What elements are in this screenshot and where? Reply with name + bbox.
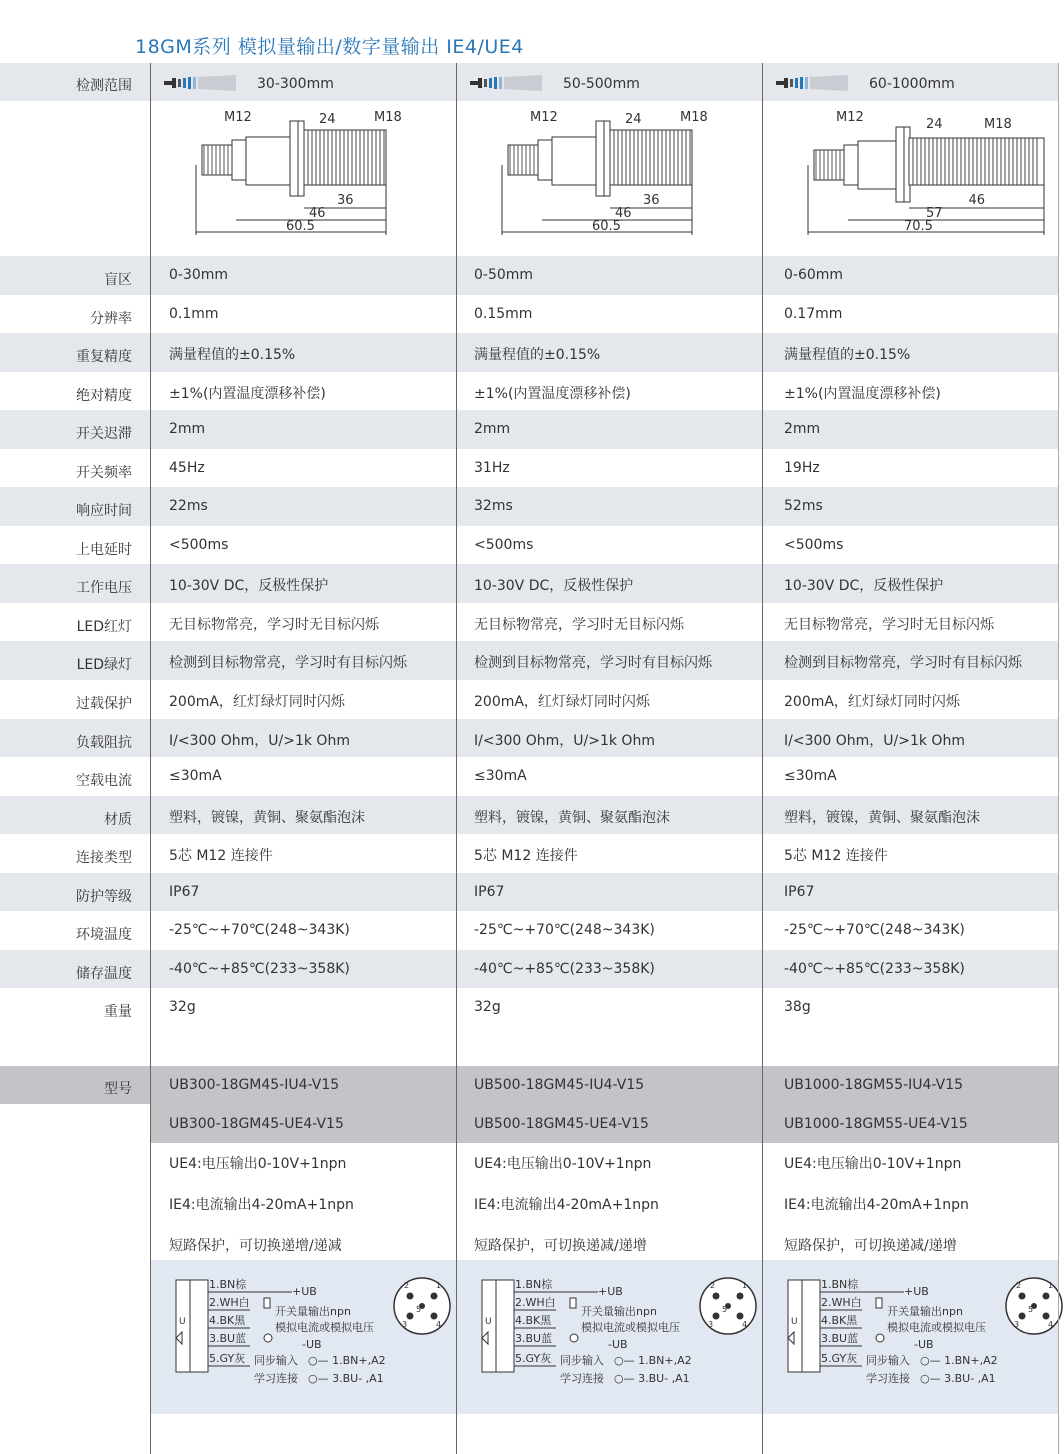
spec-value: ±1%(内置温度漂移补偿) [474,386,631,402]
column-divider [1058,63,1059,1454]
svg-text:○— 3.BU- ,A1: ○— 3.BU- ,A1 [308,1372,384,1385]
spec-label: 储存温度 [76,966,132,982]
spec-label: 上电延时 [76,542,132,558]
column-divider [150,63,151,1454]
spec-value: 5芯 M12 连接件 [474,848,578,864]
output-note: 短路保护，可切换递增/递减 [169,1238,342,1254]
spec-value: 2mm [474,421,511,437]
svg-text:57: 57 [926,206,943,221]
spec-label: 环境温度 [76,927,132,943]
svg-text:学习连接: 学习连接 [254,1372,298,1385]
svg-text:3: 3 [708,1320,714,1329]
svg-text:模拟电流或模拟电压: 模拟电流或模拟电压 [581,1321,680,1334]
spec-value: ±1%(内置温度漂移补偿) [169,386,326,402]
svg-text:36: 36 [337,193,354,208]
spec-value: -25℃~+70℃(248~343K) [474,922,655,938]
svg-text:开关量输出npn: 开关量输出npn [275,1305,351,1318]
spec-value: 2mm [169,421,206,437]
svg-text:2.WH白: 2.WH白 [515,1296,556,1309]
svg-text:M18: M18 [680,110,708,125]
spec-label: 响应时间 [76,503,132,519]
svg-text:60.5: 60.5 [286,219,315,234]
spec-value: 19Hz [784,460,820,476]
spec-value: 检测到目标物常亮，学习时有目标闪烁 [784,655,1022,671]
svg-text:-UB: -UB [914,1338,934,1351]
svg-text:46: 46 [968,193,986,208]
output-note: 短路保护，可切换递减/递增 [474,1238,647,1254]
svg-text:2: 2 [404,1281,410,1290]
svg-text:5.GY灰: 5.GY灰 [821,1352,858,1365]
spec-label: 重复精度 [76,349,132,365]
svg-text:5: 5 [416,1305,422,1314]
svg-text:4: 4 [742,1320,748,1329]
spec-value: IP67 [169,884,200,900]
spec-label: 工作电压 [76,580,132,596]
spec-value: 无目标物常亮，学习时无目标闪烁 [474,617,684,633]
svg-text:1: 1 [742,1281,748,1290]
spec-label: LED绿灯 [76,657,132,673]
model-label: 型号 [104,1081,132,1097]
spec-row-bg [0,487,1059,526]
spec-value: I/<300 Ohm，U/>1k Ohm [169,733,350,749]
svg-text:M12: M12 [836,110,864,125]
spec-value: 5芯 M12 连接件 [169,848,273,864]
svg-text:M12: M12 [224,110,252,125]
spec-label: 开关迟滞 [76,426,132,442]
spec-value: 无目标物常亮，学习时无目标闪烁 [169,617,379,633]
spec-value: <500ms [784,537,844,553]
spec-value: 满量程值的±0.15% [169,347,296,363]
spec-value: -40℃~+85℃(233~358K) [784,961,965,977]
spec-value: 31Hz [474,460,510,476]
svg-text:5: 5 [1028,1305,1034,1314]
spec-value: 10-30V DC，反极性保护 [474,578,634,594]
wiring-diagram [172,1272,462,1392]
svg-text:24: 24 [926,117,943,132]
spec-value: 5芯 M12 连接件 [784,848,888,864]
svg-text:同步输入: 同步输入 [866,1354,910,1367]
spec-value: 32ms [474,498,513,514]
spec-value: -40℃~+85℃(233~358K) [169,961,350,977]
svg-text:-UB: -UB [608,1338,628,1351]
model-number: UB300-18GM45-UE4-V15 [169,1116,344,1132]
spec-value: 32g [169,999,196,1015]
svg-text:○— 1.BN+,A2: ○— 1.BN+,A2 [614,1354,692,1367]
svg-text:46: 46 [615,206,632,221]
svg-text:24: 24 [319,112,336,127]
svg-text:M12: M12 [530,110,558,125]
spec-label: 开关频率 [76,465,132,481]
range-value: 50-500mm [563,76,640,92]
svg-text:2: 2 [1016,1281,1022,1290]
spec-label: 重量 [104,1004,132,1020]
spec-value: 52ms [784,498,823,514]
spec-value: 32g [474,999,501,1015]
model-number: UB300-18GM45-IU4-V15 [169,1077,340,1093]
svg-text:4.BK黑: 4.BK黑 [821,1314,858,1327]
svg-text:M18: M18 [374,110,402,125]
spec-value: ≤30mA [474,768,527,784]
spec-label: 绝对精度 [76,388,132,404]
svg-text:M18: M18 [984,117,1012,132]
spec-value: 检测到目标物常亮，学习时有目标闪烁 [474,655,712,671]
spec-label: 空载电流 [76,773,132,789]
svg-text:2.WH白: 2.WH白 [821,1296,862,1309]
wiring-diagram [478,1272,768,1392]
spec-label: 防护等级 [76,889,132,905]
svg-text:U: U [179,1317,186,1327]
svg-text:3.BU蓝: 3.BU蓝 [821,1332,859,1345]
spec-label: 分辨率 [90,311,132,327]
svg-text:4: 4 [436,1320,442,1329]
output-note: 短路保护，可切换递减/递增 [784,1238,957,1254]
svg-text:24: 24 [625,112,642,127]
svg-text:3.BU蓝: 3.BU蓝 [515,1332,553,1345]
output-note: IE4:电流输出4-20mA+1npn [169,1197,354,1213]
spec-value: 检测到目标物常亮，学习时有目标闪烁 [169,655,407,671]
svg-text:5.GY灰: 5.GY灰 [515,1352,552,1365]
spec-value: 塑料，镀镍，黄铜、聚氨酯泡沫 [169,810,365,826]
spec-value: 2mm [784,421,821,437]
spec-value: 200mA，红灯绿灯同时闪烁 [474,694,650,710]
svg-text:模拟电流或模拟电压: 模拟电流或模拟电压 [275,1321,374,1334]
spec-value: ≤30mA [784,768,837,784]
spec-value: 45Hz [169,460,205,476]
svg-text:2.WH白: 2.WH白 [209,1296,250,1309]
svg-text:+UB: +UB [904,1285,929,1298]
spec-value: IP67 [474,884,505,900]
svg-text:学习连接: 学习连接 [560,1372,604,1385]
svg-text:1: 1 [436,1281,442,1290]
svg-text:3: 3 [1014,1320,1020,1329]
svg-text:1.BN棕: 1.BN棕 [821,1278,859,1291]
svg-text:+UB: +UB [598,1285,623,1298]
range-beam-icon [470,75,545,91]
spec-value: <500ms [474,537,534,553]
svg-text:-UB: -UB [302,1338,322,1351]
spec-value: 10-30V DC，反极性保护 [169,578,329,594]
spec-value: 22ms [169,498,208,514]
spec-row-bg [0,873,1059,911]
spec-value: 200mA，红灯绿灯同时闪烁 [169,694,345,710]
spec-value: I/<300 Ohm，U/>1k Ohm [474,733,655,749]
svg-text:同步输入: 同步输入 [254,1354,298,1367]
spec-value: 200mA，红灯绿灯同时闪烁 [784,694,960,710]
sensor-dimension-drawing [806,105,1046,240]
svg-text:1.BN棕: 1.BN棕 [515,1278,553,1291]
svg-text:5.GY灰: 5.GY灰 [209,1352,246,1365]
spec-label: 负载阻抗 [76,735,132,751]
model-number: UB500-18GM45-UE4-V15 [474,1116,649,1132]
svg-text:同步输入: 同步输入 [560,1354,604,1367]
spec-label: 材质 [104,812,132,828]
spec-value: 0-50mm [474,267,534,283]
svg-text:U: U [791,1317,798,1327]
column-divider [762,63,763,1454]
range-value: 60-1000mm [869,76,955,92]
range-label: 检测范围 [76,78,132,94]
sensor-dimension-drawing [500,105,740,240]
sensor-dimension-drawing [194,105,434,240]
range-beam-icon [776,75,851,91]
column-divider [456,63,457,1454]
svg-text:学习连接: 学习连接 [866,1372,910,1385]
model-number: UB1000-18GM55-IU4-V15 [784,1077,964,1093]
spec-label: 连接类型 [76,850,132,866]
svg-text:5: 5 [722,1305,728,1314]
svg-text:模拟电流或模拟电压: 模拟电流或模拟电压 [887,1321,986,1334]
svg-text:36: 36 [643,193,660,208]
output-note: IE4:电流输出4-20mA+1npn [474,1197,659,1213]
spec-value: -40℃~+85℃(233~358K) [474,961,655,977]
spec-value: 满量程值的±0.15% [474,347,601,363]
spec-value: IP67 [784,884,815,900]
svg-text:○— 1.BN+,A2: ○— 1.BN+,A2 [920,1354,998,1367]
svg-text:60.5: 60.5 [592,219,621,234]
range-value: 30-300mm [257,76,334,92]
model-number: UB1000-18GM55-UE4-V15 [784,1116,968,1132]
output-note: IE4:电流输出4-20mA+1npn [784,1197,969,1213]
output-note: UE4:电压输出0-10V+1npn [169,1156,347,1172]
svg-text:○— 1.BN+,A2: ○— 1.BN+,A2 [308,1354,386,1367]
svg-text:3.BU蓝: 3.BU蓝 [209,1332,247,1345]
spec-value: 0.17mm [784,306,843,322]
svg-text:开关量输出npn: 开关量输出npn [581,1305,657,1318]
svg-text:70.5: 70.5 [904,219,933,234]
spec-value: I/<300 Ohm，U/>1k Ohm [784,733,965,749]
spec-value: ±1%(内置温度漂移补偿) [784,386,941,402]
svg-text:+UB: +UB [292,1285,317,1298]
svg-text:U: U [485,1317,492,1327]
svg-text:2: 2 [710,1281,716,1290]
spec-row-bg [0,410,1059,449]
spec-value: 0-60mm [784,267,844,283]
spec-value: 38g [784,999,811,1015]
svg-text:1: 1 [1048,1281,1054,1290]
spec-value: 0.1mm [169,306,219,322]
spec-value: <500ms [169,537,229,553]
range-beam-icon [164,75,239,91]
spec-value: 10-30V DC，反极性保护 [784,578,944,594]
svg-text:○— 3.BU- ,A1: ○— 3.BU- ,A1 [920,1372,996,1385]
model-number: UB500-18GM45-IU4-V15 [474,1077,645,1093]
spec-label: 盲区 [104,272,132,288]
spec-value: 塑料，镀镍，黄铜、聚氨酯泡沫 [474,810,670,826]
wiring-diagram [784,1272,1064,1392]
svg-text:4.BK黑: 4.BK黑 [515,1314,552,1327]
spec-value: 0.15mm [474,306,533,322]
svg-text:4.BK黑: 4.BK黑 [209,1314,246,1327]
output-note: UE4:电压输出0-10V+1npn [784,1156,962,1172]
svg-text:开关量输出npn: 开关量输出npn [887,1305,963,1318]
page-title: 18GM系列 模拟量输出/数字量输出 IE4/UE4 [135,36,524,58]
output-note: UE4:电压输出0-10V+1npn [474,1156,652,1172]
spec-value: -25℃~+70℃(248~343K) [784,922,965,938]
spec-value: 无目标物常亮，学习时无目标闪烁 [784,617,994,633]
spec-value: ≤30mA [169,768,222,784]
svg-text:3: 3 [402,1320,408,1329]
spec-value: 塑料，镀镍，黄铜、聚氨酯泡沫 [784,810,980,826]
spec-label: 过载保护 [76,696,132,712]
svg-text:1.BN棕: 1.BN棕 [209,1278,247,1291]
spec-value: -25℃~+70℃(248~343K) [169,922,350,938]
spec-value: 满量程值的±0.15% [784,347,911,363]
spec-label: LED红灯 [76,619,132,635]
svg-text:○— 3.BU- ,A1: ○— 3.BU- ,A1 [614,1372,690,1385]
svg-text:4: 4 [1048,1320,1054,1329]
spec-value: 0-30mm [169,267,229,283]
svg-text:46: 46 [309,206,326,221]
